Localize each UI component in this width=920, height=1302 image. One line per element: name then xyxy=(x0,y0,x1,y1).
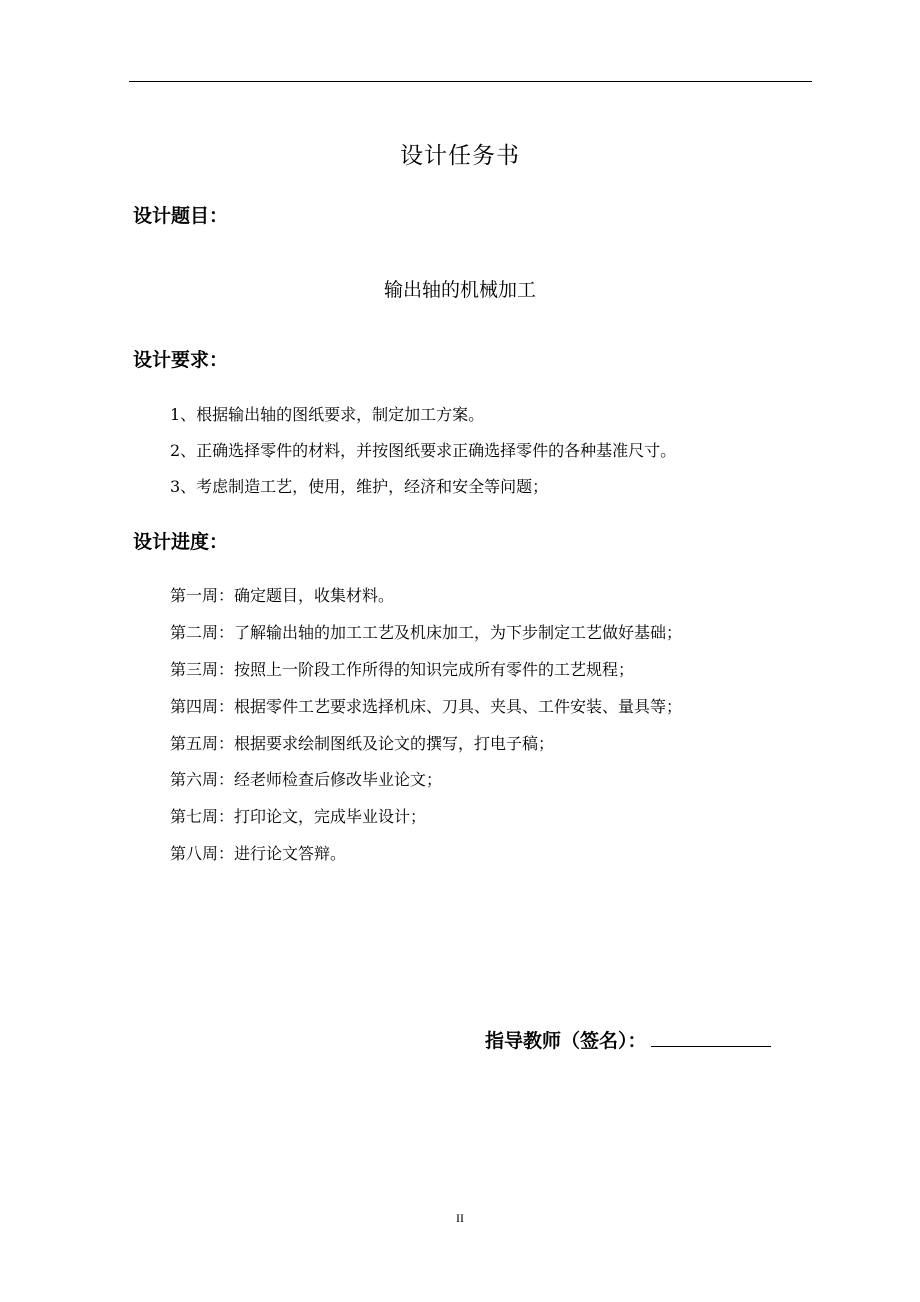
schedule-heading: 设计进度： xyxy=(133,531,229,553)
requirement-item: 2、正确选择零件的材料，并按图纸要求正确选择零件的各种基准尺寸。 xyxy=(170,441,677,460)
schedule-item: 第五周：根据要求绘制图纸及论文的撰写，打电子稿； xyxy=(170,733,555,753)
signature-row xyxy=(485,1022,771,1055)
schedule-item: 第七周：打印论文，完成毕业设计； xyxy=(170,807,427,827)
requirements-heading: 设计要求： xyxy=(133,349,229,371)
schedule-item: 第一周：确定题目，收集材料。 xyxy=(170,586,395,605)
signature-label: 指导教师（签名）： xyxy=(485,1030,647,1052)
topic-text: 输出轴的机械加工 xyxy=(383,279,536,301)
document-title: 设计任务书 xyxy=(400,143,520,169)
requirement-item: 3、考虑制造工艺，使用，维护，经济和安全等问题； xyxy=(170,477,549,496)
page-number: II xyxy=(456,1211,464,1225)
signature-blank-line xyxy=(651,1022,771,1047)
schedule-item: 第二周：了解输出轴的加工工艺及机床加工，为下步制定工艺做好基础； xyxy=(170,622,683,642)
schedule-item: 第四周：根据零件工艺要求选择机床、刀具、夹具、工件安装、量具等； xyxy=(170,696,683,716)
schedule-item: 第六周：经老师检查后修改毕业论文； xyxy=(170,770,443,790)
header-rule xyxy=(129,81,812,82)
schedule-item: 第三周：按照上一阶段工作所得的知识完成所有零件的工艺规程； xyxy=(170,659,635,679)
schedule-item: 第八周：进行论文答辩。 xyxy=(170,844,347,864)
requirements-list xyxy=(170,405,676,513)
requirement-item: 1、根据输出轴的图纸要求，制定加工方案。 xyxy=(170,405,485,424)
schedule-list xyxy=(170,586,682,881)
topic-heading: 设计题目： xyxy=(133,205,229,227)
